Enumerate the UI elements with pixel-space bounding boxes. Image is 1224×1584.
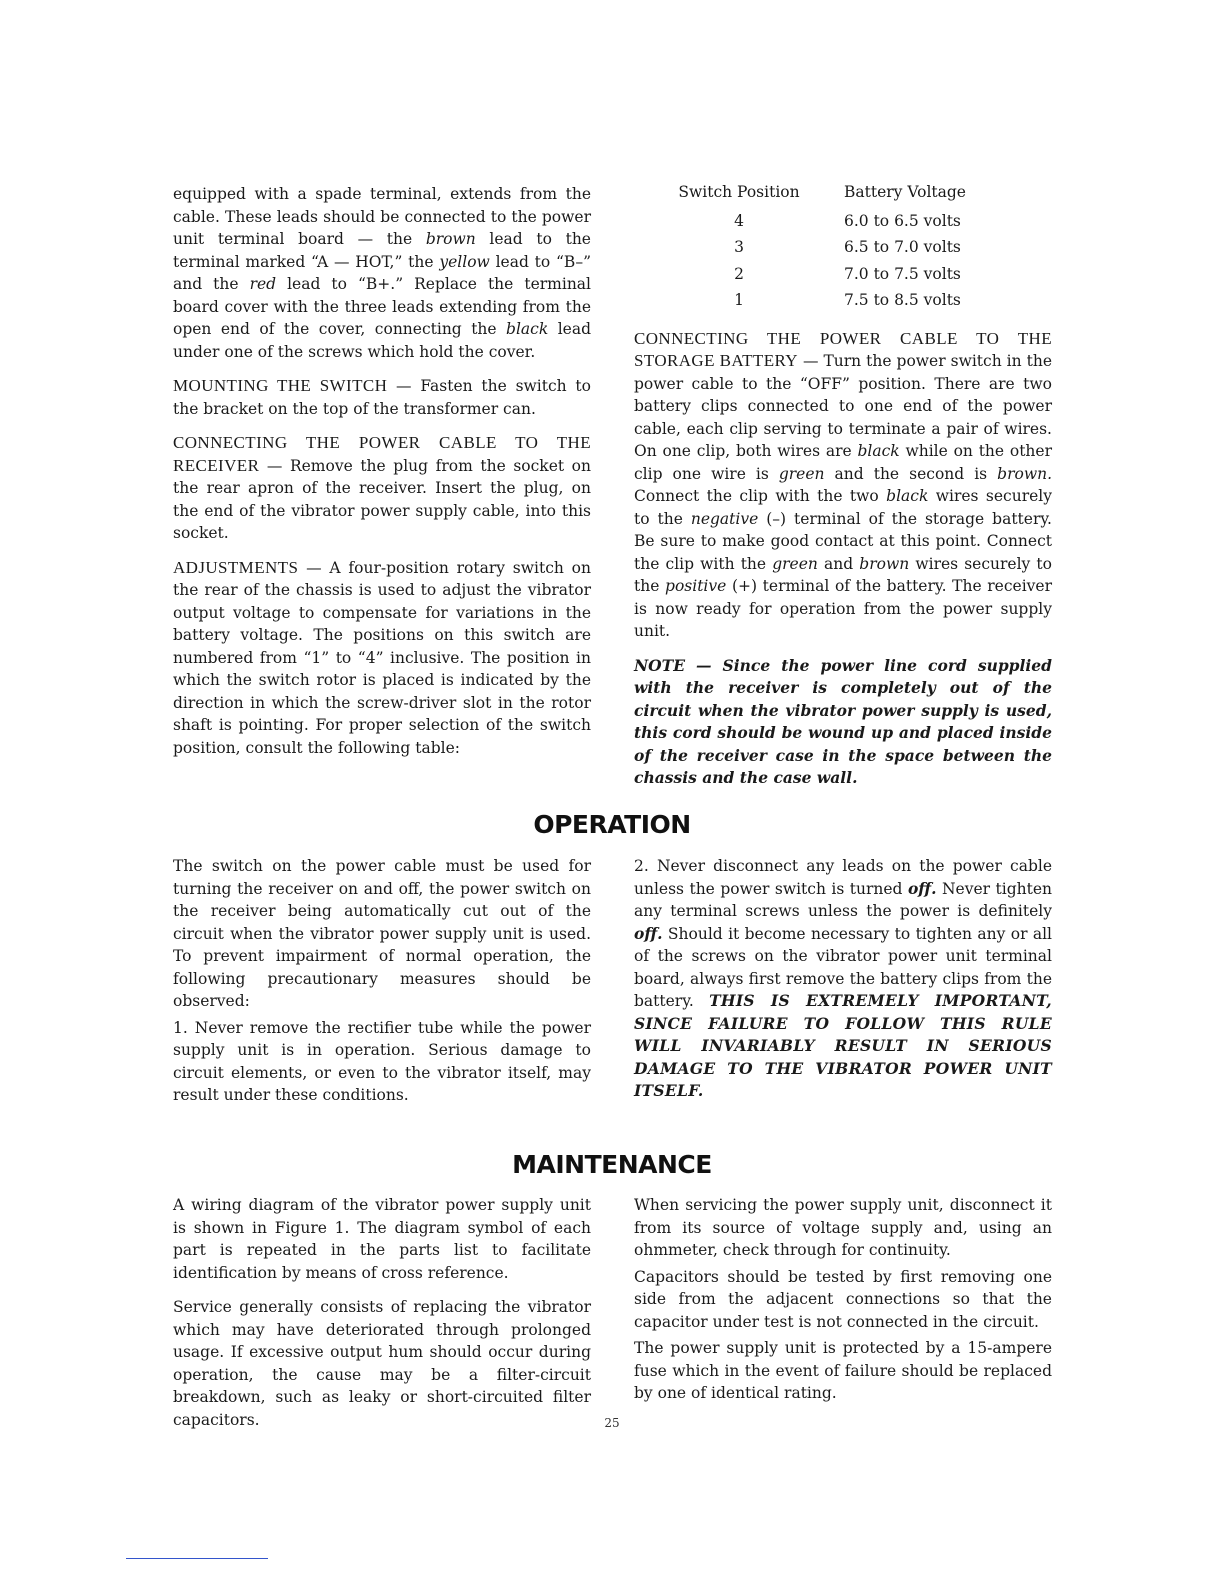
warning-text: THIS IS EXTREMELY IMPORTANT, SINCE FAILURE TO FOLLOW THIS RULE WILL INVARIABLY RESULT IN SERIOUS DAMAGE TO THE VIBRATOR POWER UNIT ITSELF. bbox=[634, 991, 1052, 1100]
maintenance-heading: MAINTENANCE bbox=[512, 1150, 712, 1179]
column-header-battery-voltage: Battery Voltage bbox=[844, 183, 966, 201]
paragraph-capacitors: Capacitors should be tested by first removing one side from the adjacent connections so that the capacitor under test is not connected in the circuit. bbox=[634, 1267, 1052, 1331]
paragraph-leads: equipped with a spade terminal, extends from the cable. These leads should be connected to the power unit terminal board — the brown lead to the terminal marked “A — HOT,” the yellow lead to “B–” and the red lead to “B+.” Replace the terminal board cover with the three leads extending from the open end of the cover, connecting the black lead under one of the screws which hold the cover. bbox=[173, 185, 591, 361]
table-row: 1 7.5 to 8.5 volts bbox=[734, 291, 961, 309]
paragraph-fuse: The power supply unit is protected by a 15-ampere fuse which in the event of failure should be replaced by one of identical rating. bbox=[634, 1339, 1052, 1402]
section-lead: MOUNTING THE SWITCH bbox=[173, 376, 388, 395]
maintenance-right-column bbox=[634, 1194, 1052, 1417]
paragraph-precaution-2: 2. Never disconnect any leads on the power cable unless the power switch is turned off. Never tighten any terminal screws unless the power is definitely off. Should it become necessary to tighten any or all of the screws on the vibrator power unit terminal board, always first remove the battery clips from the battery. THIS IS EXTREMELY IMPORTANT, SINCE FAILURE TO FOLLOW THIS RULE WILL INVARIABLY RESULT IN SERIOUS DAMAGE TO THE VIBRATOR POWER UNIT ITSELF. bbox=[634, 857, 1052, 1100]
switch-voltage-table bbox=[664, 181, 966, 314]
right-column-top bbox=[634, 183, 1052, 802]
left-column-top bbox=[173, 183, 591, 771]
operation-heading: OPERATION bbox=[533, 810, 691, 839]
maintenance-left-column bbox=[173, 1194, 591, 1443]
section-lead: CONNECTING THE POWER CABLE TO THE RECEIVER bbox=[173, 433, 591, 475]
paragraph-precaution-1: 1. Never remove the rectifier tube while the power supply unit is in operation. Serious damage to circuit elements, or even to the vibrator itself, may result under these conditions. bbox=[173, 1018, 591, 1104]
paragraph-storage-battery: CONNECTING THE POWER CABLE TO THE STORAGE BATTERY — Turn the power switch in the power cable to the “OFF” position. There are two battery clips connected to one end of the power cable, each clip serving to terminate a pair of wires. On one clip, both wires are black while on the other clip one wire is green and the second is brown. Connect the clip with the two black wires securely to the negative (–) terminal of the storage battery. Be sure to make good contact at this point. Connect the clip with the green and brown wires securely to the positive (+) terminal of the battery. The receiver is now ready for operation from the power supply unit. bbox=[634, 328, 1053, 640]
operation-right-column bbox=[634, 855, 1052, 1115]
paragraph-operation-intro: The switch on the power cable must be used for turning the receiver on and off, the power switch on the receiver being automatically cut out of the circuit when the vibrator power supply unit is used. To prevent impairment of normal operation, the following precautionary measures should be observed: bbox=[173, 857, 591, 1010]
column-header-switch-position: Switch Position bbox=[678, 183, 800, 201]
paragraph-connecting-receiver: CONNECTING THE POWER CABLE TO THE RECEIVER — Remove the plug from the socket on the rear apron of the receiver. Insert the plug, on the end of the vibrator power supply cable, into this socket. bbox=[173, 433, 591, 542]
operation-left-column bbox=[173, 855, 591, 1119]
table-row: 3 6.5 to 7.0 volts bbox=[734, 238, 961, 256]
section-lead: CONNECTING THE POWER CABLE TO THE STORAGE BATTERY bbox=[634, 328, 1052, 370]
table-row: 2 7.0 to 7.5 volts bbox=[734, 264, 961, 283]
paragraph-adjustments: ADJUSTMENTS — A four-position rotary switch on the rear of the chassis is used to adjust the vibrator output voltage to compensate for variations in the battery voltage. The positions on this switch are numbered from “1” to “4” inclusive. The position in which the switch rotor is placed is indicated by the direction in which the screw-driver slot in the rotor shaft is pointing. For proper selection of the switch position, consult the following table: bbox=[173, 557, 591, 757]
paragraph-wiring-diagram: A wiring diagram of the vibrator power supply unit is shown in Figure 1. The diagram symbol of each part is repeated in the parts list to facilitate identification by means of cross reference. bbox=[173, 1196, 591, 1282]
table-header-row bbox=[664, 181, 966, 208]
bottom-rule bbox=[126, 1558, 268, 1559]
paragraph-servicing: When servicing the power supply unit, disconnect it from its source of voltage supply and, using an ohmmeter, check through for continuity. bbox=[634, 1196, 1052, 1259]
note-paragraph: NOTE — Since the power line cord supplied with the receiver is completely out of the circuit when the vibrator power supply is used, this cord should be wound up and placed inside of the receiver case in the space between the chassis and the case wall. bbox=[634, 655, 1052, 787]
page-number: 25 bbox=[604, 1416, 620, 1430]
section-lead: ADJUSTMENTS bbox=[173, 557, 299, 577]
table-row: 4 6.0 to 6.5 volts bbox=[734, 211, 961, 230]
paragraph-service: Service generally consists of replacing the vibrator which may have deteriorated through prolonged usage. If excessive output hum should occur during operation, the cause may be a filter-circuit breakdown, such as leaky or short-circuited filter capacitors. bbox=[173, 1298, 591, 1429]
paragraph-mounting-switch: MOUNTING THE SWITCH — Fasten the switch to the bracket on the top of the transformer can. bbox=[173, 376, 591, 418]
